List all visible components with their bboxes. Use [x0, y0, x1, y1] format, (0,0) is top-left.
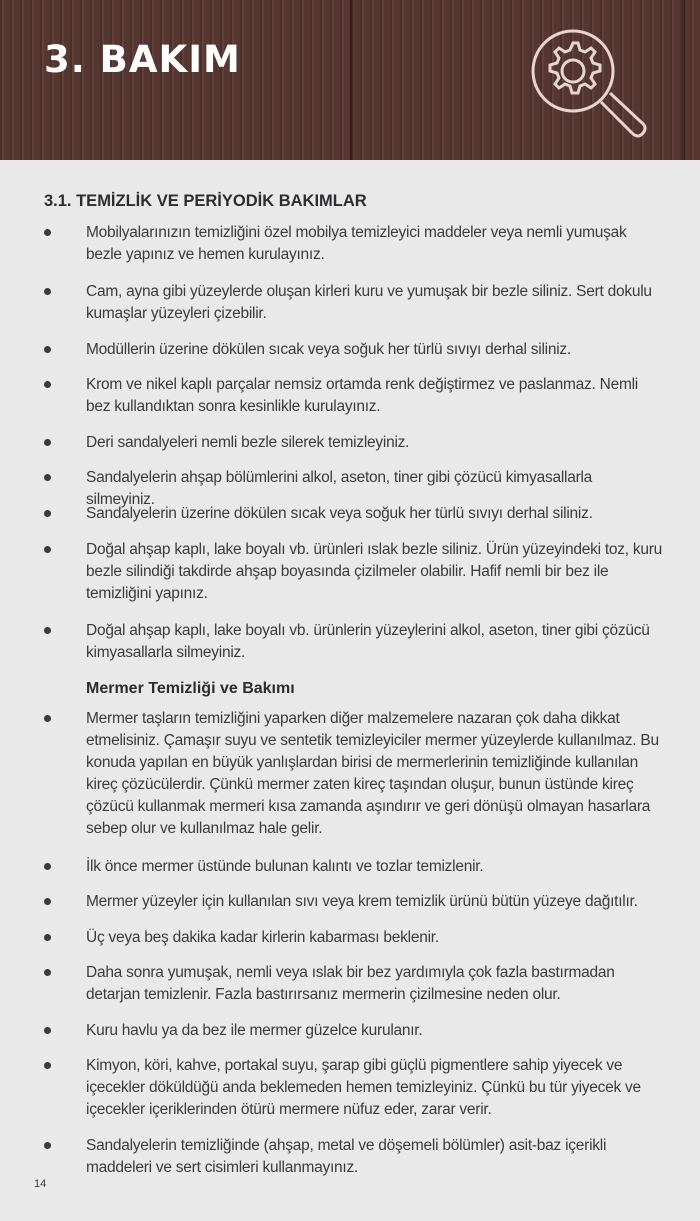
bullet-icon — [44, 969, 51, 976]
page-title: 3. BAKIM — [44, 38, 241, 81]
list-item-text: Doğal ahşap kaplı, lake boyalı vb. ürünlerin yüzeylerini alkol, aseton, tiner gibi çözücü kimyasallarla silmeyiniz. — [86, 622, 650, 661]
list-item — [44, 539, 664, 605]
list-item-text: Sandalyelerin ahşap bölümlerini alkol, aseton, tiner gibi çözücü kimyasallarla silmeyiniz. — [86, 469, 593, 508]
list-item — [44, 1055, 664, 1121]
list-item — [44, 432, 664, 454]
bullet-icon — [44, 863, 51, 870]
list-item-text: Mermer taşların temizliğini yaparken diğer malzemelere nazaran çok daha dikkat etmelisiniz. Çamaşır suyu ve sentetik temizleyiciler mermer yüzeylerde kullanılmaz. Bu konuda yapılan en büyük yanlışlardan birisi de mermerlerinin temizliğinde kullanılan kireç çözücülerdir. Çünkü mermer zaten kireç taşından oluşur, bunun üstünde kireç çözücü kullanmak mermeri kısa zamanda aşındırır ve geri dönüşü olmayan hasarlara sebep olur ve kullanılmaz hale gelir. — [86, 710, 659, 837]
bullet-icon — [44, 510, 51, 517]
wood-seam — [350, 0, 353, 160]
bullet-icon — [44, 1062, 51, 1069]
list-item — [44, 856, 664, 878]
bullet-icon — [44, 546, 51, 553]
list-item-text: Sandalyelerin üzerine dökülen sıcak veya soğuk her türlü sıvıyı derhal siliniz. — [86, 505, 593, 522]
list-item — [44, 1020, 664, 1042]
subsection-title: Mermer Temizliği ve Bakımı — [86, 680, 295, 697]
list-item-text: Cam, ayna gibi yüzeylerde oluşan kirleri kuru ve yumuşak bir bezle siliniz. Sert dokulu kumaşlar yüzeyleri çizebilir. — [86, 283, 652, 322]
bullet-icon — [44, 474, 51, 481]
list-item — [44, 374, 664, 418]
list-item-text: Daha sonra yumuşak, nemli veya ıslak bir bez yardımıyla çok fazla bastırmadan detarjan temizlenir. Fazla bastırırsanız mermerin çizilmesine neden olur. — [86, 964, 615, 1003]
list-item-text: Üç veya beş dakika kadar kirlerin kabarması beklenir. — [86, 929, 439, 946]
bullet-icon — [44, 346, 51, 353]
list-item-text: Krom ve nikel kaplı parçalar nemsiz ortamda renk değiştirmez ve paslanmaz. Nemli bez kullandıktan sonra kesinlikle kurulayınız. — [86, 376, 638, 415]
section-title: 3.1. TEMİZLİK VE PERİYODİK BAKIMLAR — [44, 192, 367, 210]
bullet-icon — [44, 381, 51, 388]
gear-magnifier-icon — [528, 26, 650, 142]
page-number: 14 — [34, 1178, 47, 1190]
list-item — [44, 927, 664, 949]
list-item — [44, 222, 664, 266]
list-item-text: Sandalyelerin temizliğinde (ahşap, metal ve döşemeli bölümler) asit-baz içerikli maddeleri ve sert cisimleri kullanmayınız. — [86, 1137, 607, 1176]
header-banner — [0, 0, 700, 160]
list-item-text: Mobilyalarınızın temizliğini özel mobilya temizleyici maddeler veya nemli yumuşak bezle yapınız ve hemen kurulayınız. — [86, 224, 627, 263]
list-item-text: Deri sandalyeleri nemli bezle silerek temizleyiniz. — [86, 434, 410, 451]
bullet-icon — [44, 934, 51, 941]
list-item — [44, 891, 664, 913]
list-item-text: Doğal ahşap kaplı, lake boyalı vb. ürünleri ıslak bezle siliniz. Ürün yüzeyindeki toz, kuru bezle silindiği takdirde ahşap boyasında çizilmeler olabilir. Hafif nemli bir bez ile temizliğini yapınız. — [86, 541, 663, 602]
list-item — [44, 339, 664, 361]
bullet-icon — [44, 1027, 51, 1034]
list-item-text: Modüllerin üzerine dökülen sıcak veya soğuk her türlü sıvıyı derhal siliniz. — [86, 341, 571, 358]
list-item-text: Kimyon, köri, kahve, portakal suyu, şarap gibi güçlü pigmentlere sahip yiyecek ve içecekler döküldüğü anda beklemeden hemen temizleyiniz. Çünkü bu tür yiyecek ve içecekler içeriklerinden ötürü mermere nüfuz eder, zarar verir. — [86, 1057, 641, 1118]
list-item-text: İlk önce mermer üstünde bulunan kalıntı ve tozlar temizlenir. — [86, 858, 484, 875]
list-item — [44, 503, 664, 525]
wood-seam — [682, 0, 685, 160]
list-item — [44, 962, 664, 1006]
bullet-icon — [44, 229, 51, 236]
bullet-icon — [44, 439, 51, 446]
bullet-icon — [44, 627, 51, 634]
list-item — [44, 708, 664, 840]
list-item-text: Kuru havlu ya da bez ile mermer güzelce kurulanır. — [86, 1022, 423, 1039]
list-item — [44, 1135, 664, 1179]
list-item — [44, 281, 664, 325]
bullet-icon — [44, 288, 51, 295]
bullet-icon — [44, 1142, 51, 1149]
bullet-icon — [44, 715, 51, 722]
list-item-text: Mermer yüzeyler için kullanılan sıvı veya krem temizlik ürünü bütün yüzeye dağıtılır. — [86, 893, 638, 910]
list-item — [44, 620, 664, 664]
bullet-icon — [44, 898, 51, 905]
